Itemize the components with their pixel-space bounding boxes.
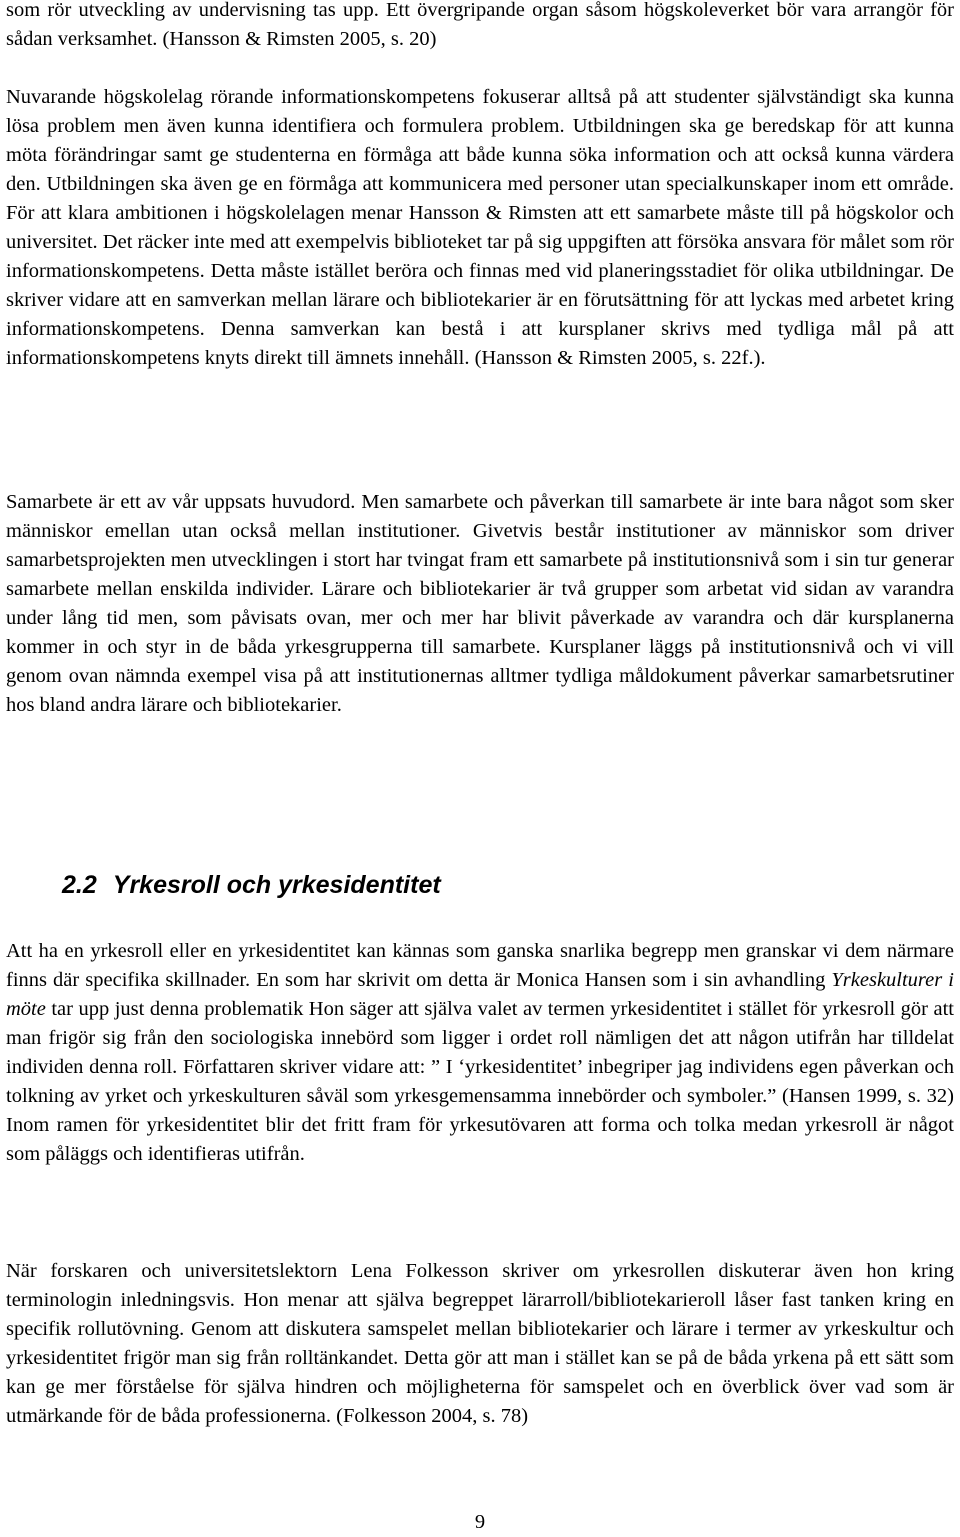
paragraph-folkesson: När forskaren och universitetslektorn Lena Folkesson skriver om yrkesrollen diskuterar även hon kring terminologin inledningsvis. Hon menar att själva begreppet lärarroll/bibliotekarieroll låser fast tanken kring en specifik rollutövning. Genom att diskutera samspelet mellan bibliotekarier och lärare i termer av yrkeskultur och yrkesidentitet frigör man sig från rolltänkandet. Detta gör att man i stället kan se på de båda yrkena på ett sätt som kan ge mer förståelse för själva hindren och möjligheterna för samspelet och en överblick över vad som är utmärkande för de båda professionerna. (Folkesson 2004, s. 78) xyxy=(6,1260,954,1427)
paragraph-professional-identity xyxy=(6,937,954,1169)
book-title: Yrkeskulturer i möte xyxy=(6,969,954,1020)
paragraph-collaboration: Samarbete är ett av vår uppsats huvudord. Men samarbete och påverkan till samarbete är inte bara något som sker människor emellan utan också mellan institutioner. Givetvis består institutioner av människor som driver samarbetsprojekten men utvecklingen i stort har tvingat fram ett samarbete på institutionsnivå som i sin tur generar samarbete mellan enskilda individer. Lärare och bibliotekarier är två grupper som arbetat vid sidan av varandra under lång tid men, som påvisats ovan, mer och mer har blivit påverkade av varandra och där kursplanerna kommer in och styr in de båda yrkesgrupperna till samarbete. Kursplaner läggs på institutionsnivå och vi vill genom ovan nämnda exempel visa på att institutionernas alltmer tydliga måldokument påverkar samarbetsrutiner hos bland andra lärare och bibliotekarier. xyxy=(6,491,954,716)
section-title: Yrkesroll och yrkesidentitet xyxy=(112,871,441,899)
page-number: 9 xyxy=(474,1511,486,1533)
paragraph-text-after-title: tar upp just denna problematik Hon säger att själva valet av termen yrkesidentitet i stället för yrkesroll gör att man frigör sig från den sociologiska innebörd som ligger i ordet roll nämligen det att någon utifrån har tilldelat individen denna roll. Författaren skriver vidare att: ” I ‘yrkesidentitet’ inbegriper jag individens egen påverkan och tolkning av yrket och yrkeskulturen såväl som yrkesgemensamma innebörder och symboler.” (Hansen 1999, s. 32) Inom ramen för yrkesidentitet blir det fritt fram för yrkesutövaren att forma och tolka medan yrkesroll är något som påläggs och identifieras utifrån. xyxy=(6,998,954,1165)
paragraph-text-before-title: Att ha en yrkesroll eller en yrkesidentitet kan kännas som ganska snarlika begrepp men granskar vi dem närmare finns där specifika skillnader. En som har skrivit om detta är Monica Hansen som i sin avhandling xyxy=(6,940,954,991)
section-heading xyxy=(62,867,441,903)
paragraph-intro-continuation: som rör utveckling av undervisning tas upp. Ett övergripande organ såsom högskoleverket bör vara arrangör för sådan verksamhet. (Hansson & Rimsten 2005, s. 20) xyxy=(6,0,954,50)
section-number: 2.2 xyxy=(62,871,97,899)
paragraph-information-competence: Nuvarande högskolelag rörande informationskompetens fokuserar alltså på att studenter självständigt ska kunna lösa problem men även kunna identifiera och formulera problem. Utbildningen ska ge beredskap för att kunna möta förändringar samt ge studenterna en förmåga att både kunna söka information och att också kunna värdera den. Utbildningen ska även ge en förmåga att kommunicera med personer utan specialkunskaper inom ett område. För att klara ambitionen i högskolelagen menar Hansson & Rimsten att ett samarbete måste till på högskolor och universitet. Det räcker inte med att exempelvis biblioteket tar på sig uppgiften att försöka ansvara för målet som rör informationskompetens. Detta måste istället beröra och finnas med vid planeringsstadiet för olika utbildningar. De skriver vidare att en samverkan mellan lärare och bibliotekarier är en förutsättning för att lyckas med arbetet kring informationskompetens. Denna samverkan kan bestå i att kursplaner skrivs med tydliga mål på att informationskompetens knyts direkt till ämnets innehåll. (Hansson & Rimsten 2005, s. 22f.). xyxy=(6,86,954,369)
